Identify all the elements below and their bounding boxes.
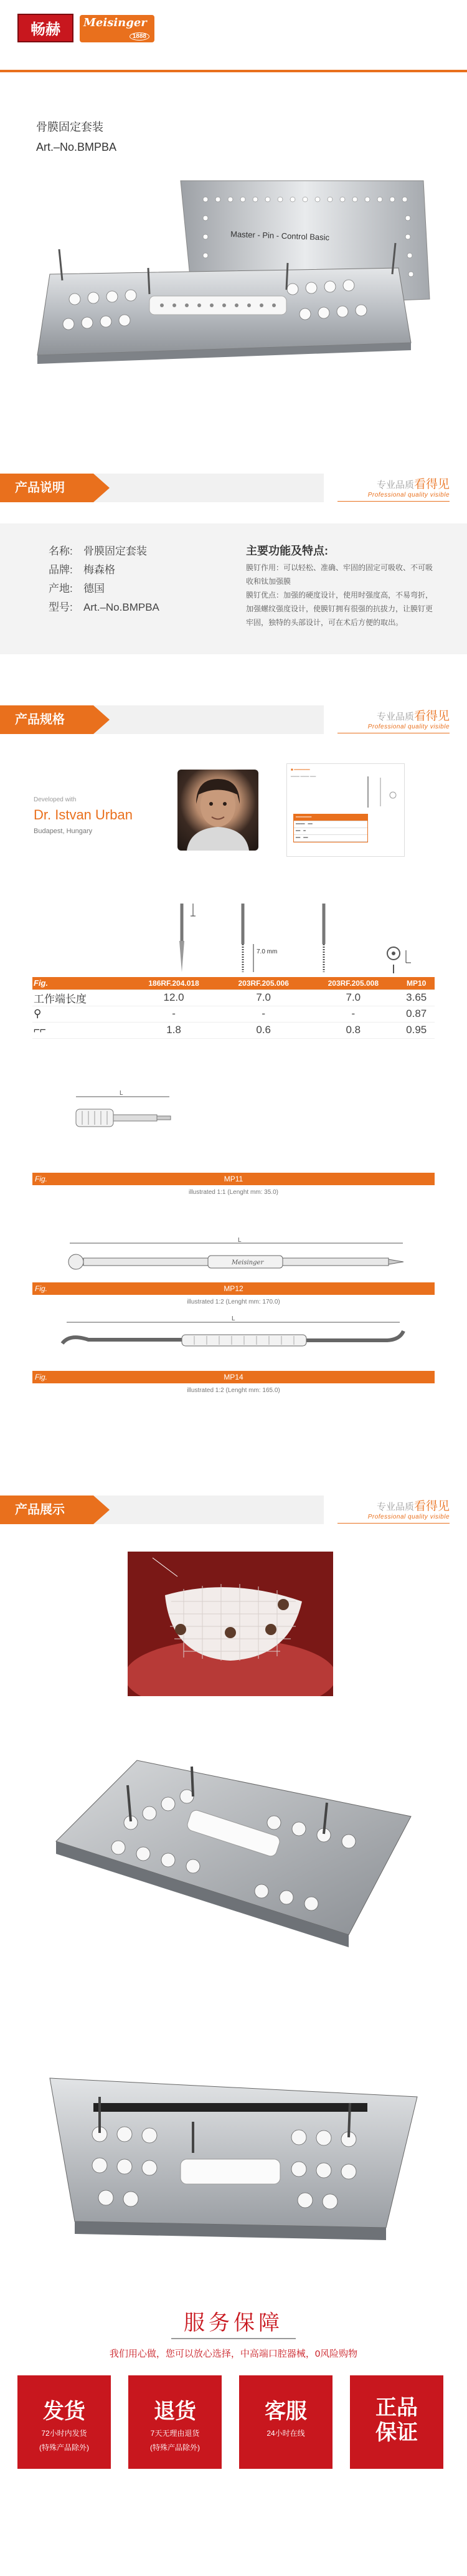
service-box-title: 客服 bbox=[265, 2400, 307, 2423]
spec-cell: 7.0 bbox=[308, 990, 398, 1006]
desc-brand-value: 梅森格 bbox=[83, 564, 115, 576]
section-slogan bbox=[368, 707, 450, 730]
drawing-MP14 bbox=[32, 1315, 435, 1365]
spec-table bbox=[32, 977, 435, 1039]
section-rule bbox=[337, 501, 450, 502]
drawing-186RF bbox=[179, 904, 196, 972]
mp-bar-MP12 bbox=[32, 1282, 435, 1295]
service-box-line2: (特殊产品除外) bbox=[39, 2443, 89, 2452]
features-title: 主要功能及特点: bbox=[246, 545, 328, 557]
spec-row-label: ⚲ bbox=[32, 1006, 129, 1022]
spec-cell: 1.8 bbox=[129, 1022, 219, 1038]
mp-fig-label: Fig. bbox=[35, 1373, 48, 1381]
section-header-spec bbox=[0, 705, 467, 734]
spec-col-header: 203RF.205.008 bbox=[308, 977, 398, 990]
slogan-emphasis: 看得见 bbox=[413, 710, 450, 723]
desc-origin-row bbox=[49, 580, 105, 595]
desc-name-label: 名称: bbox=[49, 545, 73, 557]
slogan-en: Professional quality visible bbox=[367, 492, 450, 499]
section-tag: 产品展示 bbox=[0, 1496, 93, 1524]
lid-label: Master - Pin - Control Basic bbox=[230, 229, 330, 242]
spec-row-label: ⌐⌐ bbox=[32, 1022, 129, 1038]
catalog-thumbnail: ■ ━━━━━━━ ▁▁▁ ▁▁▁ ▁▁ ━━━━━━━ ━━━━ ━━ ━━ ━ ━━ ━━ bbox=[286, 763, 405, 857]
mp-code: MP11 bbox=[224, 1175, 243, 1183]
desc-brand-row bbox=[49, 561, 115, 576]
section-tag: 产品说明 bbox=[0, 474, 93, 502]
section-slogan bbox=[368, 475, 450, 499]
service-box-line2: (特殊产品除外) bbox=[150, 2443, 200, 2452]
slogan-prefix: 专业品质 bbox=[376, 1502, 414, 1512]
slogan-prefix: 专业品质 bbox=[376, 480, 414, 490]
service-genuine bbox=[350, 2375, 443, 2469]
spec-cell: 0.6 bbox=[219, 1022, 308, 1038]
desc-name-row bbox=[49, 542, 147, 558]
desc-model-row bbox=[49, 598, 159, 614]
features-text: 膜钉作用：可以轻松、准确、牢固的固定可吸收、不可吸收和钛加强膜 膜钉优点：加强的硬度设计，使用时强度高，不易弯折，加强螺纹强度设计，使膜钉拥有很强的抗拔力，让膜钉更牢固，独特的头部设计，可在术后方便的取出。 bbox=[246, 563, 433, 627]
spec-cell: - bbox=[308, 1006, 398, 1022]
drawing-203RF-006 bbox=[243, 904, 277, 972]
slogan-emphasis: 看得见 bbox=[413, 478, 450, 491]
mp-note: illustrated 1:1 (Lenght mm: 35.0) bbox=[189, 1189, 278, 1196]
spec-table-header bbox=[32, 977, 435, 990]
section-header-description bbox=[0, 474, 467, 502]
spec-row-head-diameter bbox=[32, 1006, 435, 1022]
product-art-no: Art.–No.BMPBA bbox=[36, 141, 117, 153]
spec-cell: 0.95 bbox=[398, 1022, 435, 1038]
service-divider bbox=[171, 2338, 296, 2339]
spec-col-header: MP10 bbox=[398, 977, 435, 990]
spec-col-header: 203RF.205.006 bbox=[219, 977, 308, 990]
instrument-drawings bbox=[32, 897, 435, 977]
desc-model-value: Art.–No.BMPBA bbox=[83, 601, 159, 613]
drawing-MP10 bbox=[387, 947, 411, 973]
dim-label: 7.0 mm bbox=[257, 948, 278, 955]
brand-logo-badge: 1888 bbox=[130, 32, 149, 41]
slogan-en: Professional quality visible bbox=[367, 723, 450, 730]
product-title: 骨膜固定套装 bbox=[36, 121, 103, 133]
drawing-MP12 bbox=[32, 1237, 435, 1281]
mp-bar-MP14 bbox=[32, 1371, 435, 1383]
doctor-location: Budapest, Hungary bbox=[34, 828, 93, 835]
drawing-MP11 bbox=[32, 1087, 435, 1137]
mp-code: MP14 bbox=[224, 1373, 243, 1381]
spec-cell: 0.8 bbox=[308, 1022, 398, 1038]
section-slogan bbox=[368, 1497, 450, 1520]
tray-photo-1 bbox=[37, 1729, 430, 1966]
spec-row-label: 工作端长度 bbox=[32, 990, 129, 1006]
service-box-title: 退货 bbox=[154, 2400, 196, 2423]
service-box-title: 发货 bbox=[43, 2400, 85, 2423]
mp-code: MP12 bbox=[224, 1284, 243, 1293]
svg-text:Meisinger: Meisinger bbox=[232, 1259, 264, 1266]
desc-origin-value: 德国 bbox=[83, 583, 105, 594]
spec-cell: 12.0 bbox=[129, 990, 219, 1006]
spec-cell: - bbox=[219, 1006, 308, 1022]
service-returns bbox=[128, 2375, 222, 2469]
spec-row-diameter bbox=[32, 1022, 435, 1038]
spec-fig-label: Fig. bbox=[32, 977, 129, 990]
product-hero-image bbox=[25, 156, 442, 368]
section-tag: 产品规格 bbox=[0, 705, 93, 734]
desc-brand-label: 品牌: bbox=[49, 564, 73, 576]
mp-fig-label: Fig. bbox=[35, 1175, 48, 1183]
desc-name-value: 骨膜固定套装 bbox=[83, 545, 147, 557]
tray-photo-2 bbox=[37, 2003, 430, 2253]
service-box-line1: 72小时内发货 bbox=[41, 2429, 87, 2438]
doctor-photo bbox=[177, 770, 258, 851]
spec-col-header: 186RF.204.018 bbox=[129, 977, 219, 990]
service-support bbox=[239, 2375, 333, 2469]
mp-note: illustrated 1:2 (Lenght mm: 165.0) bbox=[187, 1387, 280, 1394]
mp-fig-label: Fig. bbox=[35, 1284, 48, 1293]
slogan-en: Professional quality visible bbox=[367, 1514, 450, 1520]
service-box-line1: 24小时在线 bbox=[267, 2429, 305, 2438]
spec-cell: 3.65 bbox=[398, 990, 435, 1006]
svg-text:L: L bbox=[238, 1237, 242, 1244]
service-title: 服务保障 bbox=[184, 2311, 283, 2335]
service-box-line1: 7天无理由退货 bbox=[150, 2429, 200, 2438]
doctor-name: Dr. Istvan Urban bbox=[34, 807, 133, 823]
svg-text:L: L bbox=[232, 1315, 235, 1322]
spec-row-working-length bbox=[32, 990, 435, 1006]
mp-bar-MP11 bbox=[32, 1173, 435, 1185]
spec-cell: 0.87 bbox=[398, 1006, 435, 1022]
desc-model-label: 型号: bbox=[49, 601, 73, 613]
section-header-showcase bbox=[0, 1496, 467, 1524]
section-rule bbox=[337, 1523, 450, 1524]
desc-origin-label: 产地: bbox=[49, 583, 73, 594]
service-box-title: 正品 保证 bbox=[375, 2396, 418, 2445]
spec-cell: 7.0 bbox=[219, 990, 308, 1006]
slogan-emphasis: 看得见 bbox=[413, 1500, 450, 1513]
clinical-photo bbox=[128, 1552, 333, 1696]
brand-logo-cn[interactable]: 畅赫 bbox=[17, 14, 73, 42]
mp-note: illustrated 1:2 (Lenght mm: 170.0) bbox=[187, 1299, 280, 1305]
service-subtitle: 我们用心做，您可以放心选择，中高端口腔器械，0风险购物 bbox=[109, 2349, 358, 2359]
svg-text:L: L bbox=[120, 1090, 123, 1097]
doctor-developed-with: Developed with bbox=[34, 796, 77, 803]
brand-logo-meisinger[interactable] bbox=[80, 15, 154, 42]
header-divider bbox=[0, 70, 467, 72]
brand-logo-text: Meisinger bbox=[83, 16, 147, 29]
spec-cell: - bbox=[129, 1006, 219, 1022]
service-shipping bbox=[17, 2375, 111, 2469]
slogan-prefix: 专业品质 bbox=[376, 712, 414, 722]
